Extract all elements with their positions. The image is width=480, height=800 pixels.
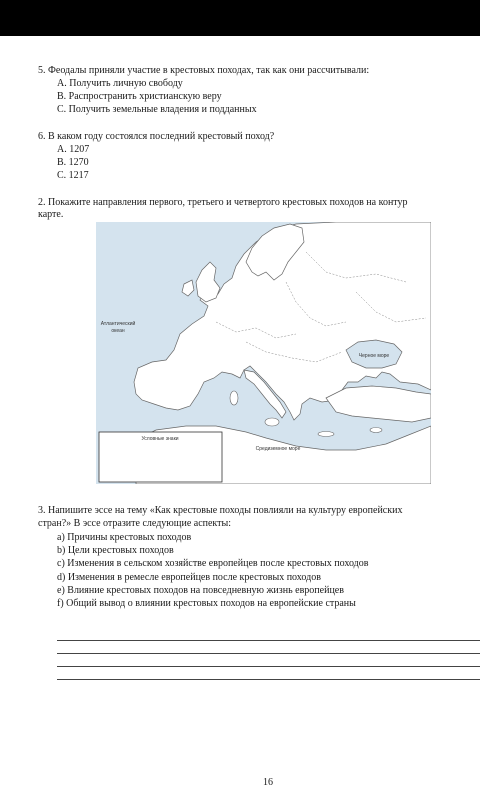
atlantic-ocean-label: Атлантический <box>100 321 136 327</box>
answer-option-b: B. Распространить христианскую веру <box>57 91 222 102</box>
question-text-line-1: 3. Напишите эссе на тему «Как крестовые походы повлияли на культуру европейских <box>38 505 403 516</box>
answer-line <box>57 640 480 641</box>
answer-line <box>57 679 480 680</box>
answer-option-c: C. 1217 <box>57 170 89 181</box>
mediterranean-label: Средиземное море <box>255 446 301 452</box>
question-text-line-2: стран?» В эссе отразите следующие аспекты: <box>38 518 232 529</box>
contour-map-europe <box>96 222 431 484</box>
page-number: 16 <box>263 777 273 788</box>
answer-option-a: A. Получить личную свободу <box>57 78 183 89</box>
question-text-line-2: карте. <box>38 209 64 220</box>
land-crete <box>318 432 334 437</box>
essay-aspect-e: e) Влияние крестовых походов на повседневную жизнь европейцев <box>57 585 344 596</box>
answer-option-c: C. Получить земельные владения и подданных <box>57 104 257 115</box>
land-cyprus <box>370 428 382 433</box>
black-sea-label: Черное море <box>358 353 390 359</box>
land-sicily <box>265 418 279 426</box>
question-text: 5. Феодалы приняли участие в крестовых походах, так как они рассчитывали: <box>38 65 370 76</box>
question-text-line-1: 2. Покажите направления первого, третьего и четвертого крестовых походов на контур <box>38 197 408 208</box>
essay-aspect-b: b) Цели крестовых походов <box>57 545 174 556</box>
top-black-bar <box>0 0 480 36</box>
answer-option-b: B. 1270 <box>57 157 89 168</box>
essay-aspect-f: f) Общий вывод о влиянии крестовых походов на европейские страны <box>57 598 356 609</box>
answer-line <box>57 666 480 667</box>
essay-aspect-d: d) Изменения в ремесле европейцев после крестовых походов <box>57 572 321 583</box>
answer-option-a: A. 1207 <box>57 144 90 155</box>
question-text: 6. В каком году состоялся последний крестовый поход? <box>38 131 275 142</box>
atlantic-ocean-label-2: океан <box>111 328 125 334</box>
essay-aspect-a: a) Причины крестовых походов <box>57 532 192 543</box>
land-sardinia <box>230 391 238 405</box>
answer-line <box>57 653 480 654</box>
essay-aspect-c: c) Изменения в сельском хозяйстве европейцев после крестовых походов <box>57 558 369 569</box>
legend-title: Условные знаки <box>141 436 179 442</box>
